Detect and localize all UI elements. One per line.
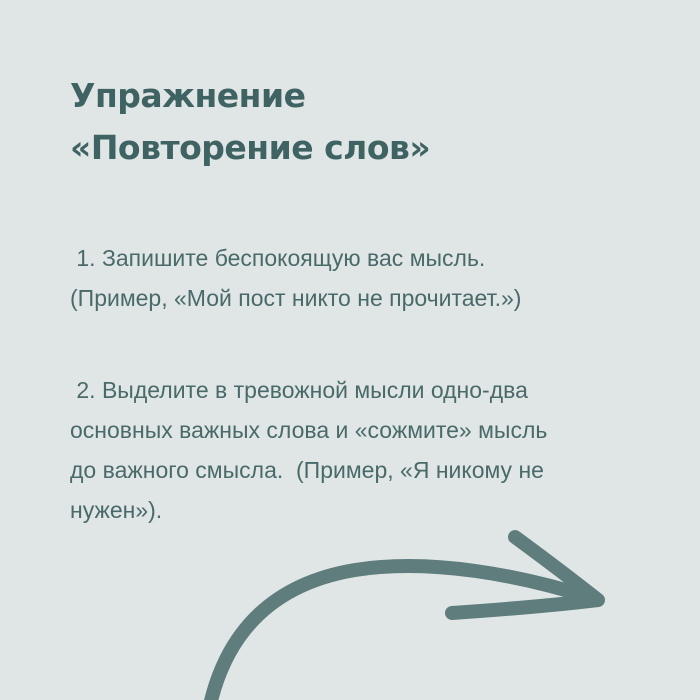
- title-line-1: Упражнение: [70, 76, 306, 115]
- step-1-line-1: 1. Запишите беспокоящую вас мысль.: [70, 245, 486, 271]
- step-2-line-4: нужен»).: [70, 497, 163, 523]
- title-line-2: «Повторение слов»: [70, 128, 431, 167]
- step-2-line-1: 2. Выделите в тревожной мысли одно-два: [70, 377, 528, 403]
- step-1-line-2: (Пример, «Мой пост никто не прочитает.»): [70, 285, 522, 311]
- step-2-line-2: основных важных слова и «сожмите» мысль: [70, 417, 548, 443]
- step-2-line-3: до важного смысла. (Пример, «Я никому не: [70, 457, 544, 483]
- arrow-shaft: [210, 566, 592, 700]
